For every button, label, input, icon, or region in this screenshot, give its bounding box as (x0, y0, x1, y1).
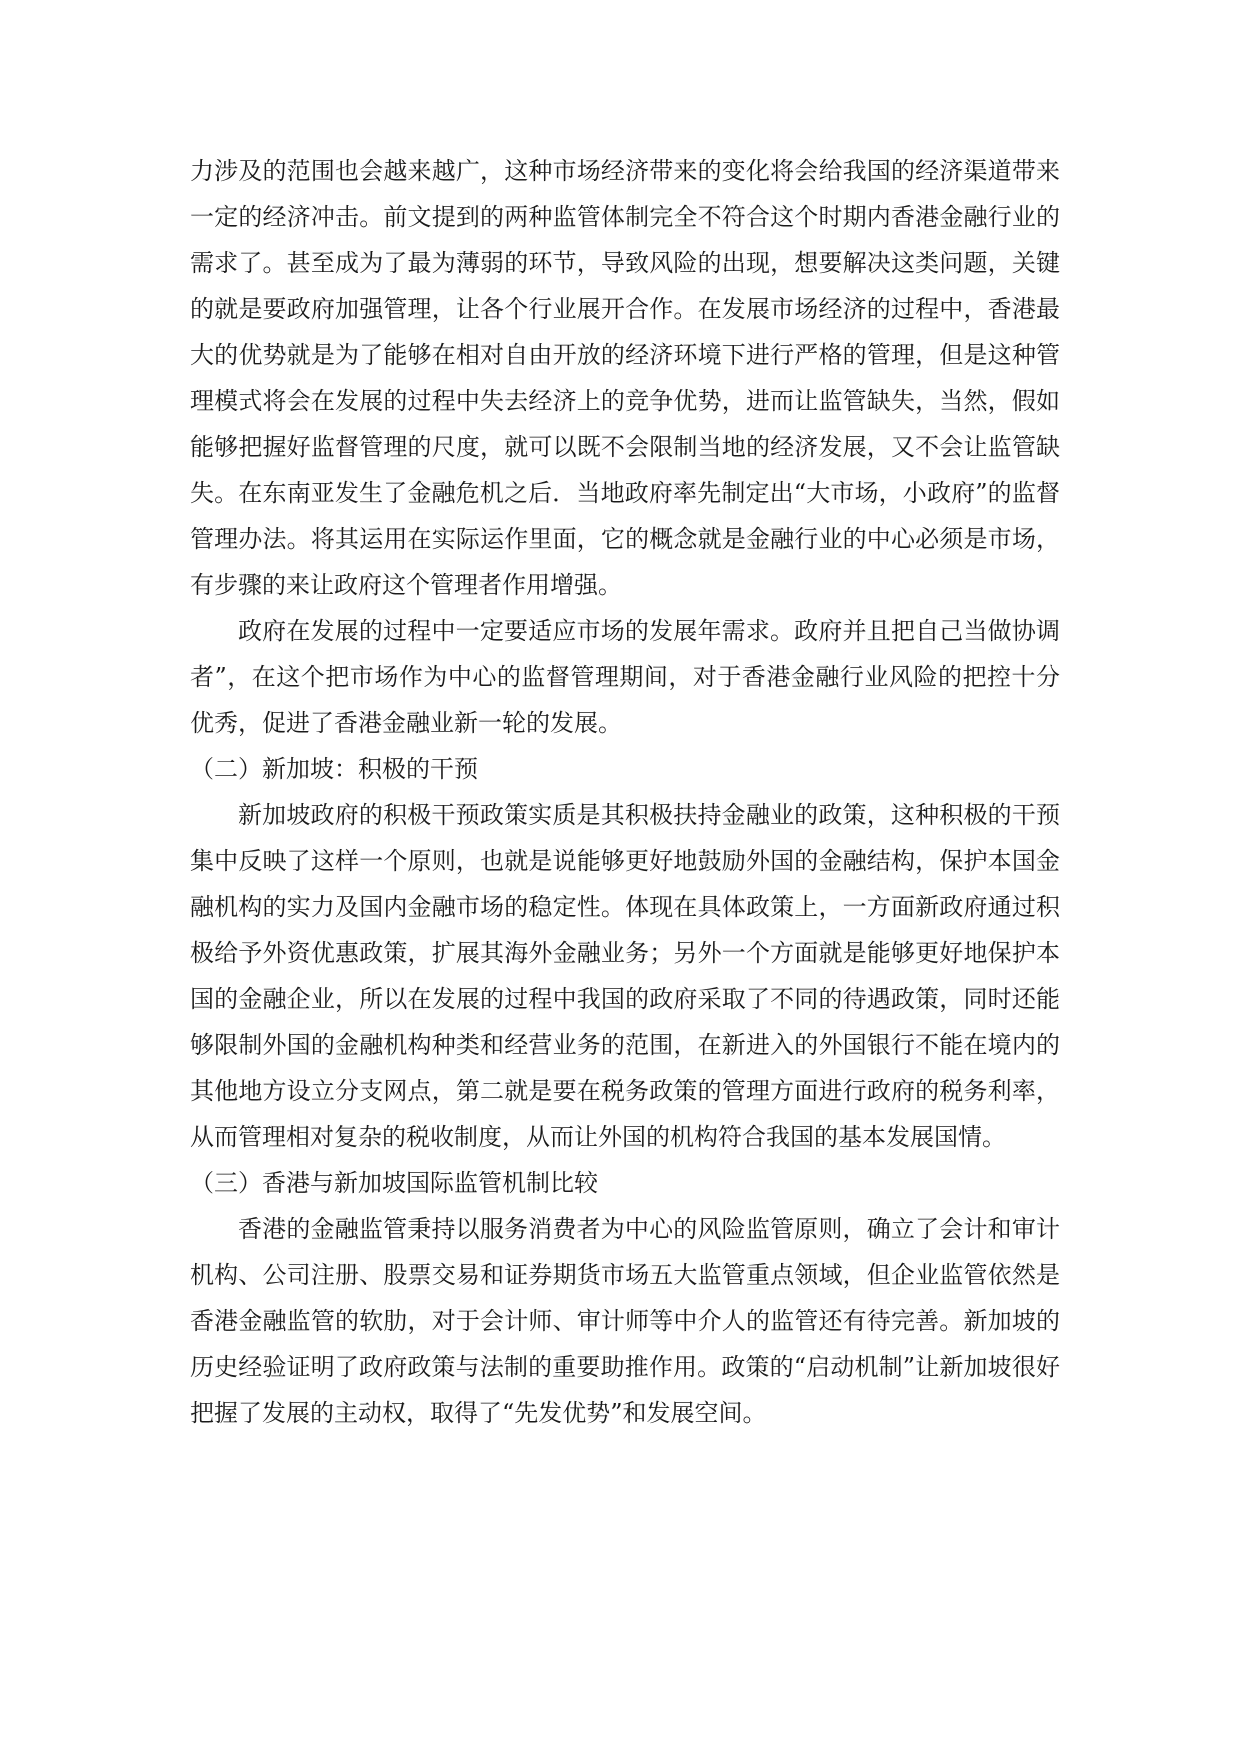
paragraph-government-coordinator: 政府在发展的过程中一定要适应市场的发展年需求。政府并且把自己当做协调者”，在这个把市场作为中心的监督管理期间，对于香港金融行业风险的把控十分优秀，促进了香港金融业新一轮的发展。 (190, 617, 1060, 737)
section-heading-singapore: （二）新加坡：积极的干预 (190, 755, 478, 783)
paragraph-hong-kong-regulation-continued: 力涉及的范围也会越来越广，这种市场经济带来的变化将会给我国的经济渠道带来一定的经济冲击。前文提到的两种监管体制完全不符合这个时期内香港金融行业的需求了。甚至成为了最为薄弱的环节，导致风险的出现，想要解决这类问题，关键的就是要政府加强管理，让各个行业展开合作。在发展市场经济的过程中，香港最大的优势就是为了能够在相对自由开放的经济环境下进行严格的管理，但是这种管理模式将会在发展的过程中失去经济上的竞争优势，进而让监管缺失，当然，假如能够把握好监督管理的尺度，就可以既不会限制当地的经济发展，又不会让监管缺失。在东南亚发生了金融危机之后．当地政府率先制定出“大市场，小政府”的监督管理办法。将其运用在实际运作里面，它的概念就是金融行业的中心必须是市场，有步骤的来让政府这个管理者作用增强。 (190, 157, 1060, 599)
paragraph-singapore-intervention: 新加坡政府的积极干预政策实质是其积极扶持金融业的政策，这种积极的干预集中反映了这样一个原则，也就是说能够更好地鼓励外国的金融结构，保护本国金融机构的实力及国内金融市场的稳定性。体现在具体政策上，一方面新政府通过积极给予外资优惠政策，扩展其海外金融业务；另外一个方面就是能够更好地保护本国的金融企业，所以在发展的过程中我国的政府采取了不同的待遇政策，同时还能够限制外国的金融机构种类和经营业务的范围，在新进入的外国银行不能在境内的其他地方设立分支网点，第二就是要在税务政策的管理方面进行政府的税务利率，从而管理相对复杂的税收制度，从而让外国的机构符合我国的基本发展国情。 (190, 801, 1060, 1151)
paragraph-comparison: 香港的金融监管秉持以服务消费者为中心的风险监管原则，确立了会计和审计机构、公司注册、股票交易和证券期货市场五大监管重点领域，但企业监管依然是香港金融监管的软肋，对于会计师、审计师等中介人的监管还有待完善。新加坡的历史经验证明了政府政策与法制的重要助推作用。政策的“启动机制”让新加坡很好把握了发展的主动权，取得了“先发优势”和发展空间。 (190, 1215, 1060, 1427)
section-heading-comparison: （三）香港与新加坡国际监管机制比较 (190, 1169, 598, 1197)
document-body (190, 148, 1060, 1436)
